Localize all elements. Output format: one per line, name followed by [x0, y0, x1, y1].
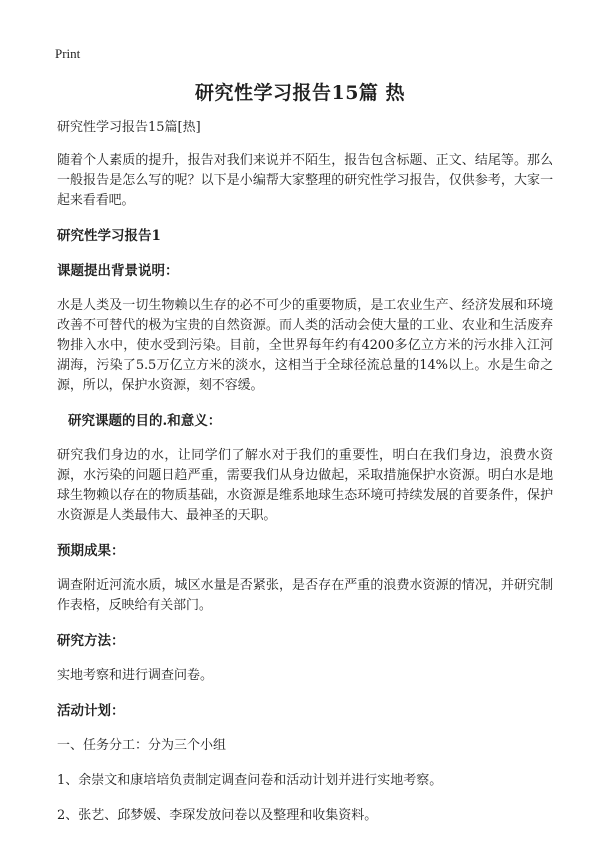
plan-heading: 活动计划：: [57, 703, 125, 719]
document-subtitle: 研究性学习报告15篇[热]: [57, 120, 201, 135]
method-paragraph: 实地考察和进行调查问卷。: [57, 668, 214, 683]
background-heading: 课题提出背景说明：: [57, 263, 179, 279]
results-heading: 预期成果：: [57, 543, 125, 559]
plan-item: 1、余崇文和康培培负责制定调查问卷和活动计划并进行实地考察。: [57, 773, 443, 788]
plan-item: 2、张艺、邱梦媛、李琛发放问卷以及整理和收集资料。: [57, 808, 378, 823]
document-body: [57, 118, 553, 841]
report-heading: 研究性学习报告1: [57, 228, 161, 244]
page-title: 研究性学习报告15篇 热: [194, 82, 406, 104]
method-heading: 研究方法：: [57, 633, 125, 649]
plan-item: 一、任务分工：分为三个小组: [57, 738, 227, 753]
purpose-paragraph: 研究我们身边的水，让同学们了解水对于我们的重要性，明白在我们身边，浪费水资源，水污染的问题日趋严重，需要我们从身边做起，采取措施保护水资源。明白水是地球生物赖以存在的物质基础，水资源是维系地球生态环境可持续发展的首要条件，保护水资源是人类最伟大、最神圣的天职。: [57, 448, 553, 523]
intro-paragraph: 随着个人素质的提升，报告对我们来说并不陌生，报告包含标题、正文、结尾等。那么一般报告是怎么写的呢？以下是小编帮大家整理的研究性学习报告，仅供参考，大家一起来看看吧。: [57, 153, 553, 208]
background-paragraph: 水是人类及一切生物赖以生存的必不可少的重要物质，是工农业生产、经济发展和环境改善不可替代的极为宝贵的自然资源。而人类的活动会使大量的工业、农业和生活废弃物排入水中，使水受到污染。目前，全世界每年约有4200多亿立方米的污水排入江河湖海，污染了5.5万亿立方米的淡水，这相当于全球径流总量的14%以上。水是生命之源，所以，保护水资源，刻不容缓。: [57, 298, 553, 393]
results-paragraph: 调查附近河流水质，城区水量是否紧张，是否存在严重的浪费水资源的情况，并研究制作表格，反映给有关部门。: [57, 578, 553, 613]
purpose-heading: 研究课题的目的.和意义：: [68, 413, 222, 429]
print-link[interactable]: Print: [55, 46, 81, 61]
